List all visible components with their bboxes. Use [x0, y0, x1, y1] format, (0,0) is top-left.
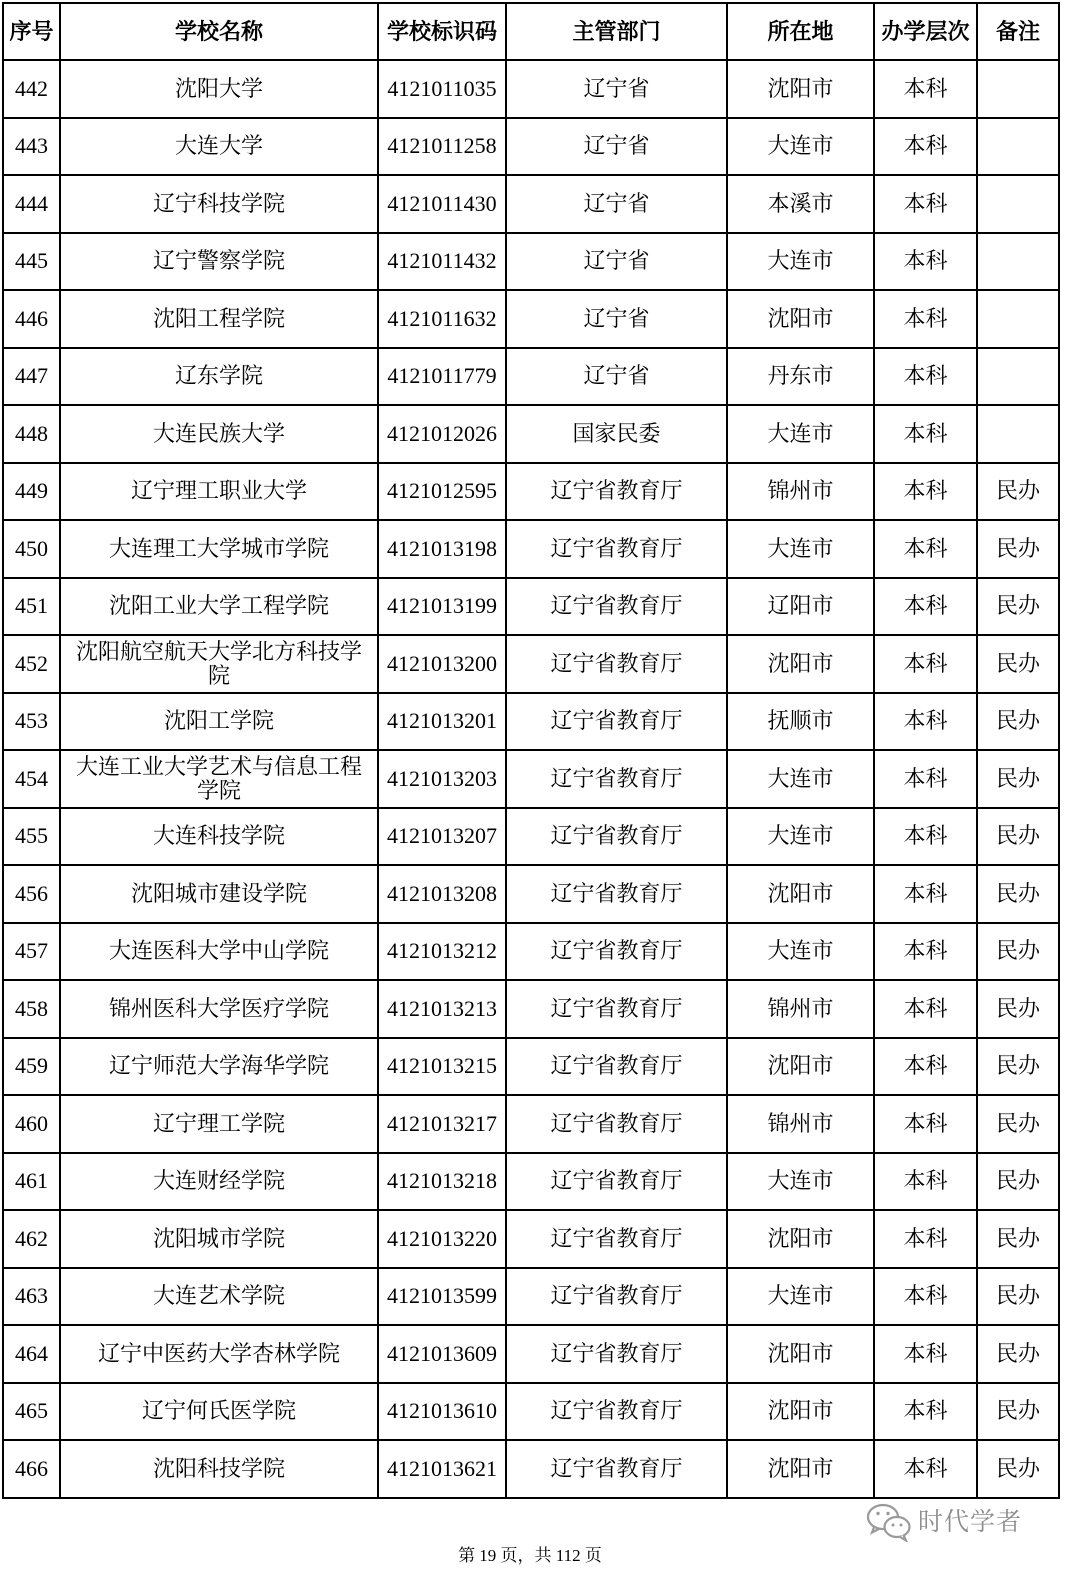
supervising-dept: 辽宁省教育厅 — [506, 750, 727, 808]
school-code: 4121013207 — [378, 808, 506, 866]
education-level: 本科 — [874, 1268, 977, 1326]
school-name: 大连理工大学城市学院 — [60, 520, 378, 578]
table-row — [3, 1210, 1059, 1268]
education-level: 本科 — [874, 980, 977, 1038]
school-name: 沈阳工程学院 — [60, 290, 378, 348]
remark: 民办 — [977, 923, 1059, 981]
education-level: 本科 — [874, 233, 977, 291]
school-name: 大连民族大学 — [60, 405, 378, 463]
supervising-dept: 国家民委 — [506, 405, 727, 463]
school-name: 辽宁理工学院 — [60, 1095, 378, 1153]
remark: 民办 — [977, 1038, 1059, 1096]
serial-number: 446 — [3, 290, 60, 348]
serial-number: 456 — [3, 865, 60, 923]
page-number-footer: 第 19 页，共 112 页 — [458, 1546, 602, 1565]
watermark-text: 时代学者 — [918, 1508, 1023, 1536]
location: 大连市 — [727, 405, 874, 463]
table-row — [3, 348, 1059, 406]
serial-number: 466 — [3, 1440, 60, 1498]
remark: 民办 — [977, 1153, 1059, 1211]
education-level: 本科 — [874, 923, 977, 981]
school-code: 4121013198 — [378, 520, 506, 578]
remark: 民办 — [977, 463, 1059, 521]
supervising-dept: 辽宁省教育厅 — [506, 1210, 727, 1268]
school-code: 4121013220 — [378, 1210, 506, 1268]
school-name: 沈阳城市学院 — [60, 1210, 378, 1268]
table-row — [3, 923, 1059, 981]
school-code: 4121013218 — [378, 1153, 506, 1211]
school-name: 大连艺术学院 — [60, 1268, 378, 1326]
table-row — [3, 635, 1059, 693]
table-row — [3, 578, 1059, 636]
education-level: 本科 — [874, 693, 977, 751]
remark: 民办 — [977, 808, 1059, 866]
serial-number: 463 — [3, 1268, 60, 1326]
location: 本溪市 — [727, 175, 874, 233]
education-level: 本科 — [874, 60, 977, 118]
education-level: 本科 — [874, 1325, 977, 1383]
table-row — [3, 520, 1059, 578]
school-name: 辽宁师范大学海华学院 — [60, 1038, 378, 1096]
supervising-dept: 辽宁省教育厅 — [506, 578, 727, 636]
serial-number: 454 — [3, 750, 60, 808]
table-row — [3, 1038, 1059, 1096]
table-row — [3, 865, 1059, 923]
header-school-code: 学校标识码 — [378, 3, 506, 60]
location: 锦州市 — [727, 1095, 874, 1153]
education-level: 本科 — [874, 1210, 977, 1268]
supervising-dept: 辽宁省教育厅 — [506, 520, 727, 578]
location: 沈阳市 — [727, 290, 874, 348]
serial-number: 460 — [3, 1095, 60, 1153]
location: 大连市 — [727, 118, 874, 176]
serial-number: 453 — [3, 693, 60, 751]
education-level: 本科 — [874, 635, 977, 693]
education-level: 本科 — [874, 1440, 977, 1498]
location: 沈阳市 — [727, 1383, 874, 1441]
school-code: 4121013609 — [378, 1325, 506, 1383]
education-level: 本科 — [874, 808, 977, 866]
wechat-icon — [866, 1502, 912, 1542]
school-code: 4121011258 — [378, 118, 506, 176]
school-name: 锦州医科大学医疗学院 — [60, 980, 378, 1038]
serial-number: 457 — [3, 923, 60, 981]
serial-number: 442 — [3, 60, 60, 118]
school-code: 4121013203 — [378, 750, 506, 808]
location: 沈阳市 — [727, 1038, 874, 1096]
table-row — [3, 1153, 1059, 1211]
remark — [977, 175, 1059, 233]
supervising-dept: 辽宁省教育厅 — [506, 1268, 727, 1326]
table-row — [3, 1325, 1059, 1383]
remark: 民办 — [977, 635, 1059, 693]
header-location: 所在地 — [727, 3, 874, 60]
serial-number: 452 — [3, 635, 60, 693]
school-code: 4121011779 — [378, 348, 506, 406]
school-name: 辽宁中医药大学杏林学院 — [60, 1325, 378, 1383]
supervising-dept: 辽宁省教育厅 — [506, 980, 727, 1038]
serial-number: 447 — [3, 348, 60, 406]
header-education-level: 办学层次 — [874, 3, 977, 60]
remark: 民办 — [977, 520, 1059, 578]
school-name: 沈阳科技学院 — [60, 1440, 378, 1498]
table-row — [3, 980, 1059, 1038]
remark: 民办 — [977, 1095, 1059, 1153]
table-row — [3, 290, 1059, 348]
school-code: 4121012595 — [378, 463, 506, 521]
table-row — [3, 750, 1059, 808]
remark — [977, 60, 1059, 118]
school-name: 沈阳工学院 — [60, 693, 378, 751]
location: 沈阳市 — [727, 1325, 874, 1383]
location: 沈阳市 — [727, 1210, 874, 1268]
table-row — [3, 463, 1059, 521]
location: 沈阳市 — [727, 635, 874, 693]
serial-number: 458 — [3, 980, 60, 1038]
remark — [977, 118, 1059, 176]
supervising-dept: 辽宁省教育厅 — [506, 1383, 727, 1441]
schools-table — [2, 2, 1060, 1499]
supervising-dept: 辽宁省教育厅 — [506, 1325, 727, 1383]
school-name: 辽宁科技学院 — [60, 175, 378, 233]
table-row — [3, 1383, 1059, 1441]
education-level: 本科 — [874, 118, 977, 176]
school-name: 沈阳航空航天大学北方科技学院 — [60, 635, 378, 693]
school-code: 4121011430 — [378, 175, 506, 233]
remark — [977, 348, 1059, 406]
school-code: 4121013200 — [378, 635, 506, 693]
serial-number: 464 — [3, 1325, 60, 1383]
table-row — [3, 60, 1059, 118]
header-school-name: 学校名称 — [60, 3, 378, 60]
table-row — [3, 1440, 1059, 1498]
supervising-dept: 辽宁省教育厅 — [506, 1440, 727, 1498]
education-level: 本科 — [874, 405, 977, 463]
remark — [977, 290, 1059, 348]
supervising-dept: 辽宁省教育厅 — [506, 1153, 727, 1211]
school-code: 4121013213 — [378, 980, 506, 1038]
education-level: 本科 — [874, 290, 977, 348]
serial-number: 448 — [3, 405, 60, 463]
header-row — [3, 3, 1059, 60]
education-level: 本科 — [874, 1383, 977, 1441]
school-name: 沈阳大学 — [60, 60, 378, 118]
school-code: 4121013215 — [378, 1038, 506, 1096]
education-level: 本科 — [874, 1038, 977, 1096]
supervising-dept: 辽宁省 — [506, 60, 727, 118]
education-level: 本科 — [874, 750, 977, 808]
remark — [977, 233, 1059, 291]
serial-number: 449 — [3, 463, 60, 521]
location: 大连市 — [727, 1153, 874, 1211]
remark: 民办 — [977, 1268, 1059, 1326]
school-code: 4121013201 — [378, 693, 506, 751]
serial-number: 459 — [3, 1038, 60, 1096]
serial-number: 462 — [3, 1210, 60, 1268]
education-level: 本科 — [874, 1095, 977, 1153]
location: 沈阳市 — [727, 60, 874, 118]
serial-number: 451 — [3, 578, 60, 636]
table-row — [3, 808, 1059, 866]
location: 大连市 — [727, 520, 874, 578]
education-level: 本科 — [874, 348, 977, 406]
education-level: 本科 — [874, 865, 977, 923]
school-name: 大连大学 — [60, 118, 378, 176]
school-code: 4121013621 — [378, 1440, 506, 1498]
serial-number: 455 — [3, 808, 60, 866]
location: 大连市 — [727, 1268, 874, 1326]
remark: 民办 — [977, 980, 1059, 1038]
location: 沈阳市 — [727, 1440, 874, 1498]
serial-number: 461 — [3, 1153, 60, 1211]
school-name: 沈阳城市建设学院 — [60, 865, 378, 923]
education-level: 本科 — [874, 520, 977, 578]
school-code: 4121013599 — [378, 1268, 506, 1326]
remark: 民办 — [977, 750, 1059, 808]
table-row — [3, 1095, 1059, 1153]
school-code: 4121013610 — [378, 1383, 506, 1441]
school-name: 辽宁理工职业大学 — [60, 463, 378, 521]
school-name: 大连工业大学艺术与信息工程学院 — [60, 750, 378, 808]
school-name: 辽宁警察学院 — [60, 233, 378, 291]
school-code: 4121013208 — [378, 865, 506, 923]
school-code: 4121011632 — [378, 290, 506, 348]
school-code: 4121013199 — [378, 578, 506, 636]
remark: 民办 — [977, 1325, 1059, 1383]
school-code: 4121011035 — [378, 60, 506, 118]
education-level: 本科 — [874, 175, 977, 233]
school-code: 4121013212 — [378, 923, 506, 981]
serial-number: 465 — [3, 1383, 60, 1441]
school-name: 辽东学院 — [60, 348, 378, 406]
supervising-dept: 辽宁省教育厅 — [506, 808, 727, 866]
school-name: 大连财经学院 — [60, 1153, 378, 1211]
education-level: 本科 — [874, 463, 977, 521]
supervising-dept: 辽宁省教育厅 — [506, 923, 727, 981]
remark — [977, 405, 1059, 463]
table-row — [3, 233, 1059, 291]
location: 大连市 — [727, 233, 874, 291]
table-row — [3, 175, 1059, 233]
location: 锦州市 — [727, 980, 874, 1038]
serial-number: 443 — [3, 118, 60, 176]
supervising-dept: 辽宁省教育厅 — [506, 865, 727, 923]
school-code: 4121012026 — [378, 405, 506, 463]
location: 大连市 — [727, 750, 874, 808]
supervising-dept: 辽宁省 — [506, 118, 727, 176]
education-level: 本科 — [874, 578, 977, 636]
location: 锦州市 — [727, 463, 874, 521]
location: 丹东市 — [727, 348, 874, 406]
school-name: 大连医科大学中山学院 — [60, 923, 378, 981]
watermark — [866, 1502, 1022, 1542]
serial-number: 450 — [3, 520, 60, 578]
remark: 民办 — [977, 693, 1059, 751]
supervising-dept: 辽宁省教育厅 — [506, 1038, 727, 1096]
school-name: 沈阳工业大学工程学院 — [60, 578, 378, 636]
school-name: 辽宁何氏医学院 — [60, 1383, 378, 1441]
serial-number: 444 — [3, 175, 60, 233]
remark: 民办 — [977, 1210, 1059, 1268]
location: 大连市 — [727, 923, 874, 981]
supervising-dept: 辽宁省 — [506, 233, 727, 291]
table-row — [3, 405, 1059, 463]
supervising-dept: 辽宁省教育厅 — [506, 693, 727, 751]
remark: 民办 — [977, 865, 1059, 923]
location: 抚顺市 — [727, 693, 874, 751]
location: 大连市 — [727, 808, 874, 866]
supervising-dept: 辽宁省 — [506, 348, 727, 406]
table-row — [3, 1268, 1059, 1326]
supervising-dept: 辽宁省教育厅 — [506, 635, 727, 693]
supervising-dept: 辽宁省 — [506, 175, 727, 233]
table-row — [3, 118, 1059, 176]
table-row — [3, 693, 1059, 751]
remark: 民办 — [977, 1440, 1059, 1498]
serial-number: 445 — [3, 233, 60, 291]
supervising-dept: 辽宁省教育厅 — [506, 463, 727, 521]
school-code: 4121013217 — [378, 1095, 506, 1153]
header-remark: 备注 — [977, 3, 1059, 60]
location: 沈阳市 — [727, 865, 874, 923]
education-level: 本科 — [874, 1153, 977, 1211]
header-serial-number: 序号 — [3, 3, 60, 60]
location: 辽阳市 — [727, 578, 874, 636]
remark: 民办 — [977, 578, 1059, 636]
supervising-dept: 辽宁省 — [506, 290, 727, 348]
school-name: 大连科技学院 — [60, 808, 378, 866]
school-code: 4121011432 — [378, 233, 506, 291]
remark: 民办 — [977, 1383, 1059, 1441]
supervising-dept: 辽宁省教育厅 — [506, 1095, 727, 1153]
header-supervising-dept: 主管部门 — [506, 3, 727, 60]
